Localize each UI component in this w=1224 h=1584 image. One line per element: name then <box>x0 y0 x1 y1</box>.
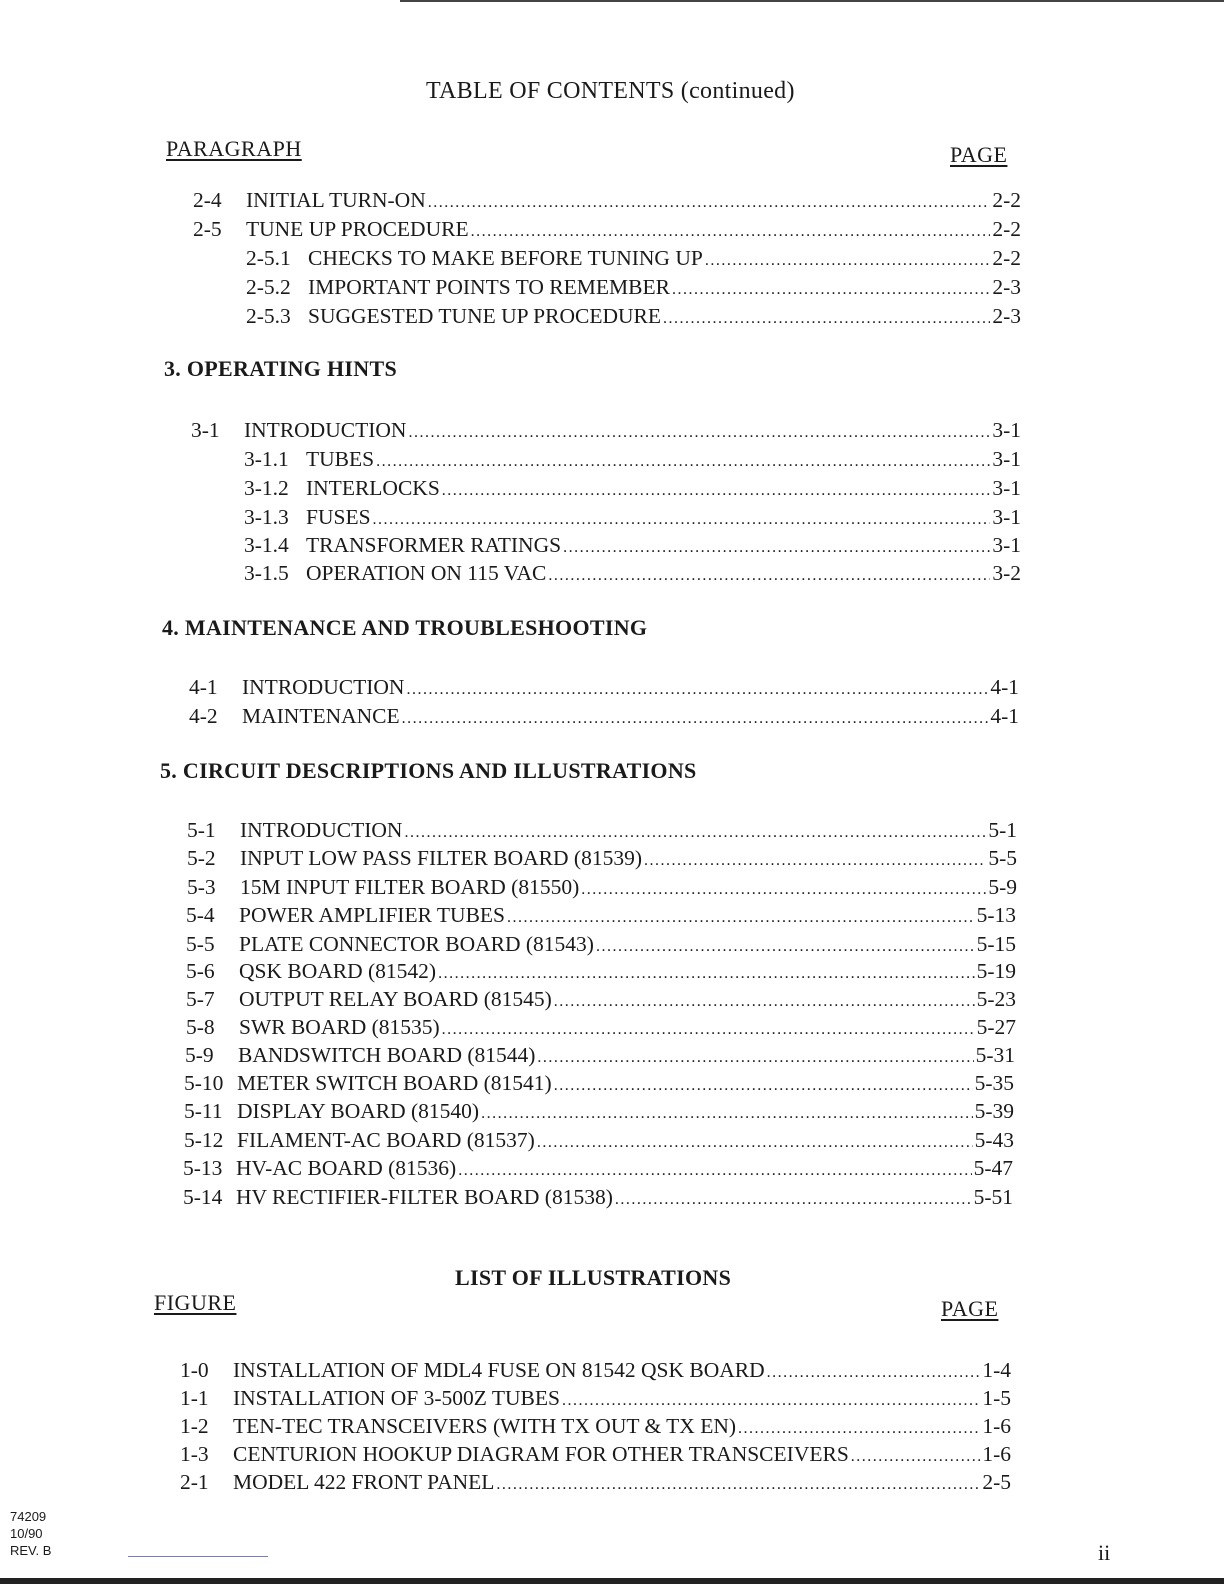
toc-entry <box>186 1013 1016 1041</box>
toc-page: 5-13 <box>976 903 1016 927</box>
toc-number: 5-12 <box>184 1128 224 1152</box>
toc-number: 3-1.2 <box>244 476 289 500</box>
toc-entry <box>185 1041 1015 1069</box>
dot-leader <box>705 247 991 275</box>
document-date: 10/90 <box>10 1526 43 1541</box>
toc-page: 3-1 <box>992 418 1021 442</box>
toc-page: 3-1 <box>992 533 1021 557</box>
figure-number: 1-2 <box>180 1414 209 1438</box>
dot-leader <box>537 1129 973 1157</box>
toc-entry <box>244 445 1021 473</box>
bottom-scan-edge <box>0 1578 1224 1584</box>
toc-entry <box>244 474 1021 502</box>
dot-leader <box>554 1072 973 1100</box>
toc-text: INTERLOCKS <box>306 476 440 500</box>
toc-text: CHECKS TO MAKE BEFORE TUNING UP <box>308 246 703 270</box>
toc-page: 3-2 <box>992 561 1021 585</box>
dot-leader <box>537 1044 973 1072</box>
page-title: TABLE OF CONTENTS (continued) <box>426 78 795 104</box>
toc-page: 2-3 <box>992 304 1021 328</box>
figure-column-header: FIGURE <box>154 1290 237 1315</box>
dot-leader <box>581 876 986 904</box>
toc-number: 5-6 <box>186 959 215 983</box>
toc-entry <box>186 957 1016 985</box>
dot-leader <box>402 705 989 733</box>
document-code: 74209 <box>10 1509 47 1524</box>
dot-leader <box>442 1016 975 1044</box>
toc-text: TUBES <box>306 447 375 471</box>
toc-page: 5-39 <box>974 1099 1014 1123</box>
toc-text: INTRODUCTION <box>244 418 407 442</box>
toc-number: 5-5 <box>186 932 215 956</box>
figure-page: 1-6 <box>982 1414 1011 1438</box>
dot-leader <box>548 562 990 590</box>
toc-page: 5-5 <box>988 846 1017 870</box>
toc-number: 3-1.1 <box>244 447 289 471</box>
dot-leader <box>404 819 986 847</box>
toc-number: 4-2 <box>189 704 218 728</box>
section-heading: 3. OPERATING HINTS <box>164 356 397 381</box>
dot-leader <box>672 276 990 304</box>
toc-text: FILAMENT-AC BOARD (81537) <box>237 1128 535 1152</box>
toc-entry <box>244 531 1021 559</box>
dot-leader <box>738 1415 980 1443</box>
toc-text: 15M INPUT FILTER BOARD (81550) <box>240 875 580 899</box>
dot-leader <box>438 960 974 988</box>
toc-text: TUNE UP PROCEDURE <box>246 217 469 241</box>
toc-text: INTRODUCTION <box>242 675 405 699</box>
toc-text: HV-AC BOARD (81536) <box>236 1156 457 1180</box>
dot-leader <box>496 1471 980 1499</box>
toc-text: OPERATION ON 115 VAC <box>306 561 547 585</box>
toc-entry <box>187 873 1017 901</box>
toc-page: 2-2 <box>992 246 1021 270</box>
toc-entry <box>186 901 1016 929</box>
dot-leader <box>851 1443 981 1471</box>
toc-entry <box>184 1126 1014 1154</box>
top-scan-edge <box>400 0 1224 2</box>
dot-leader <box>408 419 990 447</box>
toc-page: 2-2 <box>992 188 1021 212</box>
toc-text: MAINTENANCE <box>242 704 400 728</box>
figure-title: INSTALLATION OF 3-500Z TUBES <box>233 1386 560 1410</box>
toc-entry <box>183 1183 1013 1211</box>
footer-rule <box>128 1556 268 1557</box>
section-heading: 5. CIRCUIT DESCRIPTIONS AND ILLUSTRATIONS <box>160 758 697 783</box>
toc-number: 5-8 <box>186 1015 215 1039</box>
dot-leader <box>554 988 975 1016</box>
dot-leader <box>376 448 990 476</box>
dot-leader <box>373 506 991 534</box>
dot-leader <box>406 676 988 704</box>
figure-number: 1-0 <box>180 1358 209 1382</box>
toc-page: 3-1 <box>992 447 1021 471</box>
toc-entry <box>186 930 1016 958</box>
toc-text: POWER AMPLIFIER TUBES <box>239 903 505 927</box>
toc-page: 5-23 <box>976 987 1016 1011</box>
toc-text: QSK BOARD (81542) <box>239 959 437 983</box>
figure-title: CENTURION HOOKUP DIAGRAM FOR OTHER TRANSCEIVERS <box>233 1442 849 1466</box>
page-column-header: PAGE <box>950 142 1008 167</box>
toc-number: 3-1.3 <box>244 505 289 529</box>
toc-number: 2-5 <box>193 217 222 241</box>
dot-leader <box>442 477 991 505</box>
toc-page: 5-47 <box>973 1156 1013 1180</box>
dot-leader <box>481 1100 972 1128</box>
toc-number: 4-1 <box>189 675 218 699</box>
dot-leader <box>767 1359 981 1387</box>
dot-leader <box>563 534 990 562</box>
illustration-entry <box>180 1384 1011 1412</box>
toc-text: BANDSWITCH BOARD (81544) <box>238 1043 536 1067</box>
toc-page: 5-19 <box>976 959 1016 983</box>
toc-entry <box>246 244 1021 272</box>
toc-entry <box>186 985 1016 1013</box>
toc-number: 3-1 <box>191 418 220 442</box>
toc-number: 5-3 <box>187 875 216 899</box>
toc-text: TRANSFORMER RATINGS <box>306 533 562 557</box>
toc-number: 5-2 <box>187 846 216 870</box>
figure-number: 1-3 <box>180 1442 209 1466</box>
figure-page: 1-6 <box>982 1442 1011 1466</box>
toc-page: 5-31 <box>975 1043 1015 1067</box>
toc-page: 3-1 <box>992 505 1021 529</box>
toc-text: INTRODUCTION <box>240 818 403 842</box>
toc-page: 5-35 <box>974 1071 1014 1095</box>
toc-text: SUGGESTED TUNE UP PROCEDURE <box>308 304 661 328</box>
dot-leader <box>663 305 990 333</box>
toc-text: IMPORTANT POINTS TO REMEMBER <box>308 275 670 299</box>
illustrations-page-column-header: PAGE <box>941 1296 999 1321</box>
toc-entry <box>189 673 1019 701</box>
dot-leader <box>471 218 991 246</box>
toc-number: 2-5.3 <box>246 304 291 328</box>
toc-number: 2-5.1 <box>246 246 291 270</box>
toc-number: 2-5.2 <box>246 275 291 299</box>
toc-number: 5-14 <box>183 1185 223 1209</box>
illustration-entry <box>180 1468 1011 1496</box>
toc-entry <box>244 503 1021 531</box>
figure-number: 1-1 <box>180 1386 209 1410</box>
toc-page: 5-9 <box>988 875 1017 899</box>
document-revision: REV. B <box>10 1543 52 1558</box>
illustrations-title: LIST OF ILLUSTRATIONS <box>455 1265 732 1290</box>
illustration-entry <box>180 1440 1011 1468</box>
toc-page: 2-3 <box>992 275 1021 299</box>
paragraph-column-header: PARAGRAPH <box>166 136 302 161</box>
toc-text: METER SWITCH BOARD (81541) <box>237 1071 552 1095</box>
toc-text: DISPLAY BOARD (81540) <box>237 1099 480 1123</box>
figure-title: MODEL 422 FRONT PANEL <box>233 1470 495 1494</box>
toc-number: 5-11 <box>184 1099 223 1123</box>
dot-leader <box>428 189 991 217</box>
figure-page: 1-5 <box>982 1386 1011 1410</box>
toc-entry <box>244 559 1021 587</box>
toc-entry <box>183 1154 1013 1182</box>
toc-number: 5-1 <box>187 818 216 842</box>
toc-page: 5-27 <box>976 1015 1016 1039</box>
illustration-entry <box>180 1356 1011 1384</box>
toc-number: 2-4 <box>193 188 222 212</box>
toc-text: INPUT LOW PASS FILTER BOARD (81539) <box>240 846 642 870</box>
toc-number: 5-7 <box>186 987 215 1011</box>
page-number: ii <box>1098 1540 1111 1565</box>
toc-number: 5-13 <box>183 1156 223 1180</box>
toc-number: 3-1.5 <box>244 561 289 585</box>
toc-text: PLATE CONNECTOR BOARD (81543) <box>239 932 594 956</box>
figure-page: 1-4 <box>982 1358 1011 1382</box>
illustration-entry <box>180 1412 1011 1440</box>
toc-entry <box>193 186 1021 214</box>
toc-page: 4-1 <box>990 704 1019 728</box>
toc-number: 3-1.4 <box>244 533 289 557</box>
toc-entry <box>187 816 1017 844</box>
toc-page: 2-2 <box>992 217 1021 241</box>
toc-entry <box>193 215 1021 243</box>
toc-text: SWR BOARD (81535) <box>239 1015 440 1039</box>
toc-number: 5-9 <box>185 1043 214 1067</box>
figure-page: 2-5 <box>982 1470 1011 1494</box>
toc-text: HV RECTIFIER-FILTER BOARD (81538) <box>236 1185 613 1209</box>
toc-entry <box>187 844 1017 872</box>
figure-title: INSTALLATION OF MDL4 FUSE ON 81542 QSK BOARD <box>233 1358 765 1382</box>
toc-text: INITIAL TURN-ON <box>246 188 426 212</box>
toc-text: FUSES <box>306 505 371 529</box>
section-heading: 4. MAINTENANCE AND TROUBLESHOOTING <box>162 615 648 640</box>
toc-number: 5-10 <box>184 1071 224 1095</box>
toc-page: 5-51 <box>973 1185 1013 1209</box>
dot-leader <box>615 1186 972 1214</box>
toc-page: 3-1 <box>992 476 1021 500</box>
toc-entry <box>191 416 1021 444</box>
toc-page: 4-1 <box>990 675 1019 699</box>
toc-number: 5-4 <box>186 903 215 927</box>
toc-page: 5-43 <box>974 1128 1014 1152</box>
toc-page: 5-15 <box>976 932 1016 956</box>
toc-text: OUTPUT RELAY BOARD (81545) <box>239 987 552 1011</box>
figure-title: TEN-TEC TRANSCEIVERS (WITH TX OUT & TX EN) <box>233 1414 737 1438</box>
toc-entry <box>184 1097 1014 1125</box>
dot-leader <box>644 847 986 875</box>
toc-entry <box>246 302 1021 330</box>
figure-number: 2-1 <box>180 1470 209 1494</box>
toc-page: 5-1 <box>988 818 1017 842</box>
dot-leader <box>458 1157 971 1185</box>
toc-entry <box>189 702 1019 730</box>
dot-leader <box>507 904 975 932</box>
toc-entry <box>246 273 1021 301</box>
dot-leader <box>562 1387 980 1415</box>
toc-entry <box>184 1069 1014 1097</box>
